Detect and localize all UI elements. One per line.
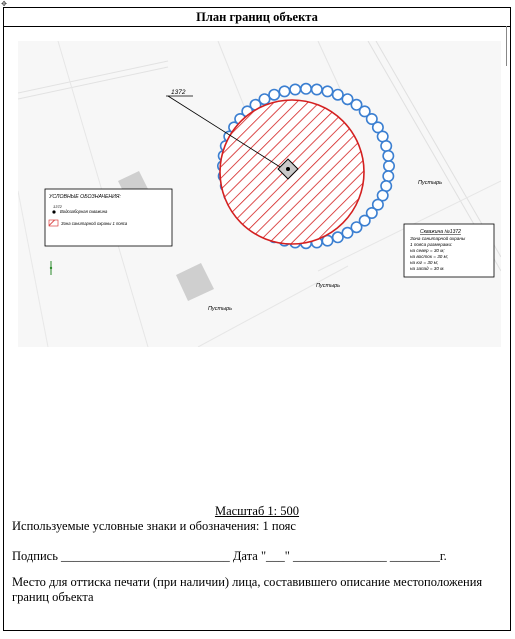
place-label: Пустырь xyxy=(316,283,341,289)
legend-well-label: Водозаборная скважина xyxy=(60,209,108,214)
legend-zone-swatch xyxy=(49,220,58,226)
info-box-title: Скважина №1372 xyxy=(420,229,461,235)
info-box-line: на запад = 30 м. xyxy=(410,266,445,271)
legend-title: УСЛОВНЫЕ ОБОЗНАЧЕНИЯ: xyxy=(49,194,121,200)
document-frame xyxy=(3,7,511,631)
boundary-point-marker xyxy=(381,141,391,151)
well-dot xyxy=(286,167,290,171)
place-label: Пустырь xyxy=(418,180,443,186)
info-box-line: Зона санитарной охраны xyxy=(410,236,466,241)
boundary-map xyxy=(18,41,501,347)
legend-well-number: 1372 xyxy=(53,204,62,209)
info-box-line: 1 пояса размерами: xyxy=(410,242,453,247)
boundary-point-marker xyxy=(383,151,393,161)
page-title: План границ объекта xyxy=(4,8,510,27)
table-move-handle-icon[interactable]: ✥ xyxy=(1,0,7,8)
boundary-point-marker xyxy=(259,94,269,104)
boundary-point-marker xyxy=(342,228,352,238)
boundary-point-marker xyxy=(290,84,300,94)
legend-used-text: Используемые условные знаки и обозначения: 1 пояс xyxy=(12,519,296,533)
boundary-point-marker xyxy=(312,84,322,94)
legend-zone-label: Зона санитарной охраны 1 пояса xyxy=(61,221,128,226)
well-info-box xyxy=(404,224,494,277)
well-number-label: 1372 xyxy=(171,89,186,96)
boundary-point-marker xyxy=(301,84,311,94)
map-legend-box xyxy=(45,189,172,246)
boundary-point-marker xyxy=(333,90,343,100)
boundary-point-marker xyxy=(333,232,343,242)
info-box-line: на восток = 30 м; xyxy=(410,254,449,259)
boundary-point-marker xyxy=(383,171,393,181)
info-box-line: на юг = 30 м; xyxy=(410,260,439,265)
boundary-point-marker xyxy=(269,90,279,100)
legend-well-icon xyxy=(52,210,55,213)
boundary-point-marker xyxy=(384,161,394,171)
boundary-point-marker xyxy=(322,86,332,96)
signature-date-line: Подпись ___________________________ Дата "___" _______________ ________г. xyxy=(12,549,447,563)
cell-border xyxy=(506,26,510,66)
map-scale: Масштаб 1: 500 xyxy=(214,504,300,518)
info-box-line: на север = 30 м; xyxy=(410,248,445,253)
stamp-place-text: Место для оттиска печати (при наличии) лица, составившего описание местоположения границ объекта xyxy=(12,575,483,604)
boundary-point-marker xyxy=(279,86,289,96)
place-label: Пустырь xyxy=(208,306,233,312)
